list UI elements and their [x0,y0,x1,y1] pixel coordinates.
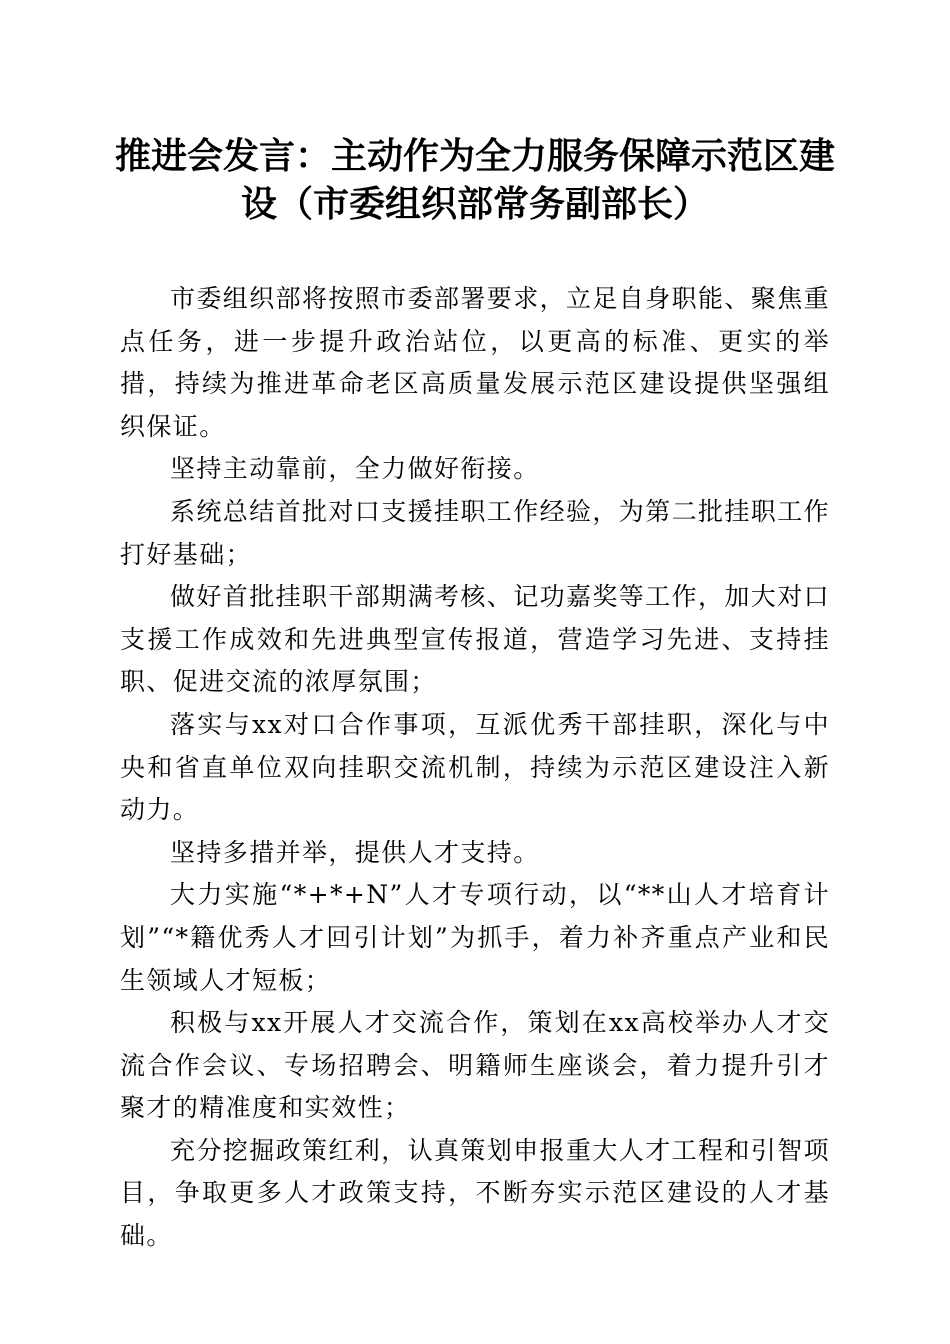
document-body [120,278,830,1258]
paragraph-policy-dividend: 充分挖掘政策红利，认真策划申报重大人才工程和引智项目，争取更多人才政策支持，不断夯实示范区建设的人才基础。 [120,1135,831,1251]
paragraph-cooperation-matters: 落实与xx对口合作事项，互派优秀干部挂职，深化与中央和省直单位双向挂职交流机制，持续为示范区建设注入新动力。 [120,709,830,825]
paragraph-talent-exchange: 积极与xx开展人才交流合作，策划在xx高校举办人才交流合作会议、专场招聘会、明籍师生座谈会，着力提升引才聚才的精准度和实效性； [120,1008,830,1123]
paragraph-talent-action: 大力实施“*+*+N”人才专项行动，以“**山人才培育计划”“*籍优秀人才回引计划”为抓手，着力补齐重点产业和民生领域人才短板； [120,880,830,995]
title-line-1: 推进会发言：主动作为全力服务保障示范区建 [114,135,835,177]
title-line-2: 设（市委组织部常务副部长） [240,183,709,225]
document-title [110,132,840,228]
section-heading-talent-support: 坚持多措并举，提供人才支持。 [170,837,540,867]
paragraph-summarize-experience: 系统总结首批对口支援挂职工作经验，为第二批挂职工作打好基础； [120,496,831,569]
section-heading-liaison: 坚持主动靠前，全力做好衔接。 [170,454,540,484]
paragraph-intro: 市委组织部将按照市委部署要求，立足自身职能、聚焦重点任务，进一步提升政治站位，以更高的标准、更实的举措，持续为推进革命老区高质量发展示范区建设提供坚强组织保证。 [120,284,831,441]
paragraph-cadre-assessment: 做好首批挂职干部期满考核、记功嘉奖等工作，加大对口支援工作成效和先进典型宣传报道，营造学习先进、支持挂职、促进交流的浓厚氛围； [120,582,831,697]
